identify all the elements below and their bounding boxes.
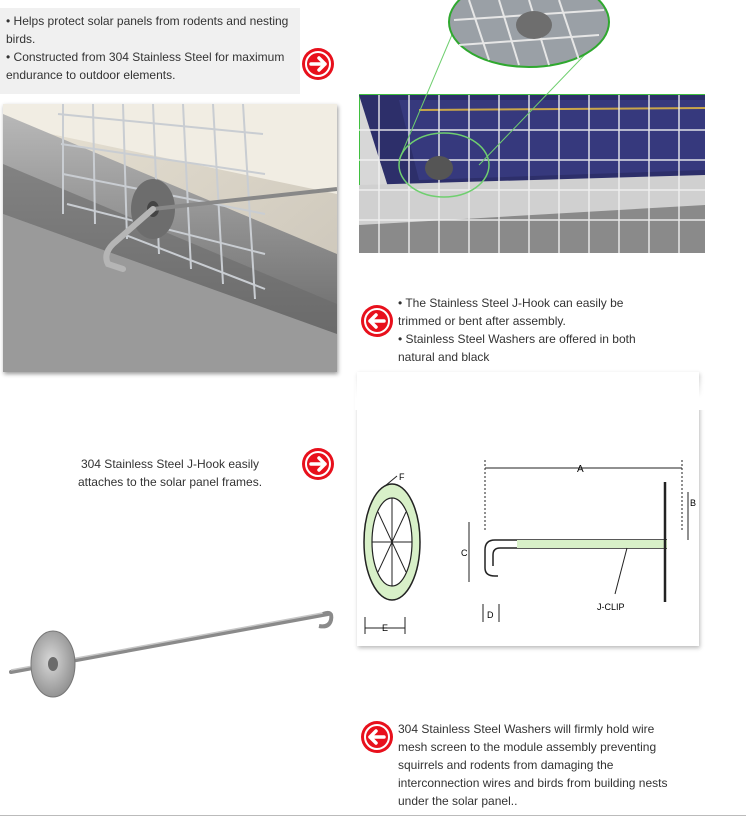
arrow-right-icon: [301, 447, 335, 481]
dim-f-label: F: [399, 472, 405, 482]
feature-bullet-washers: • Stainless Steel Washers are offered in both natural and black: [398, 332, 636, 364]
feature-bullet-rodents: • Helps protect solar panels from rodents and nesting birds.: [6, 14, 289, 46]
jhook-washer-photo: [3, 514, 338, 814]
dim-e-label: E: [382, 623, 389, 633]
dim-a-label: A: [577, 464, 584, 475]
mesh-panel-photo: [359, 0, 705, 253]
jclip-label: J-CLIP: [597, 602, 625, 612]
arrow-right-icon: [301, 47, 335, 81]
jhook-frame-photo: [3, 104, 337, 372]
jclip-dimension-diagram: [357, 372, 699, 646]
arrow-left-icon: [360, 720, 394, 754]
text-fade-overlay: [355, 370, 715, 410]
dim-d-label: D: [487, 610, 494, 620]
dim-c-label: C: [461, 548, 468, 558]
bottom-divider: [0, 815, 746, 816]
dim-b-label: B: [690, 498, 697, 508]
feature-text-block-1: [0, 8, 300, 94]
arrow-left-icon: [360, 304, 394, 338]
feature-text-block-2: [398, 294, 648, 366]
jhook-attach-text: 304 Stainless Steel J-Hook easily attaches to the solar panel frames.: [77, 457, 263, 489]
feature-bullet-trim: • The Stainless Steel J-Hook can easily be trimmed or bent after assembly.: [398, 296, 624, 328]
washer-hold-text: 304 Stainless Steel Washers will firmly hold wire mesh screen to the module assembly preventing squirrels and rodents from damaging the interconnection wires and birds from building nests under the solar panel..: [398, 722, 668, 808]
feature-bullet-steel: • Constructed from 304 Stainless Steel for maximum endurance to outdoor elements.: [6, 50, 285, 82]
